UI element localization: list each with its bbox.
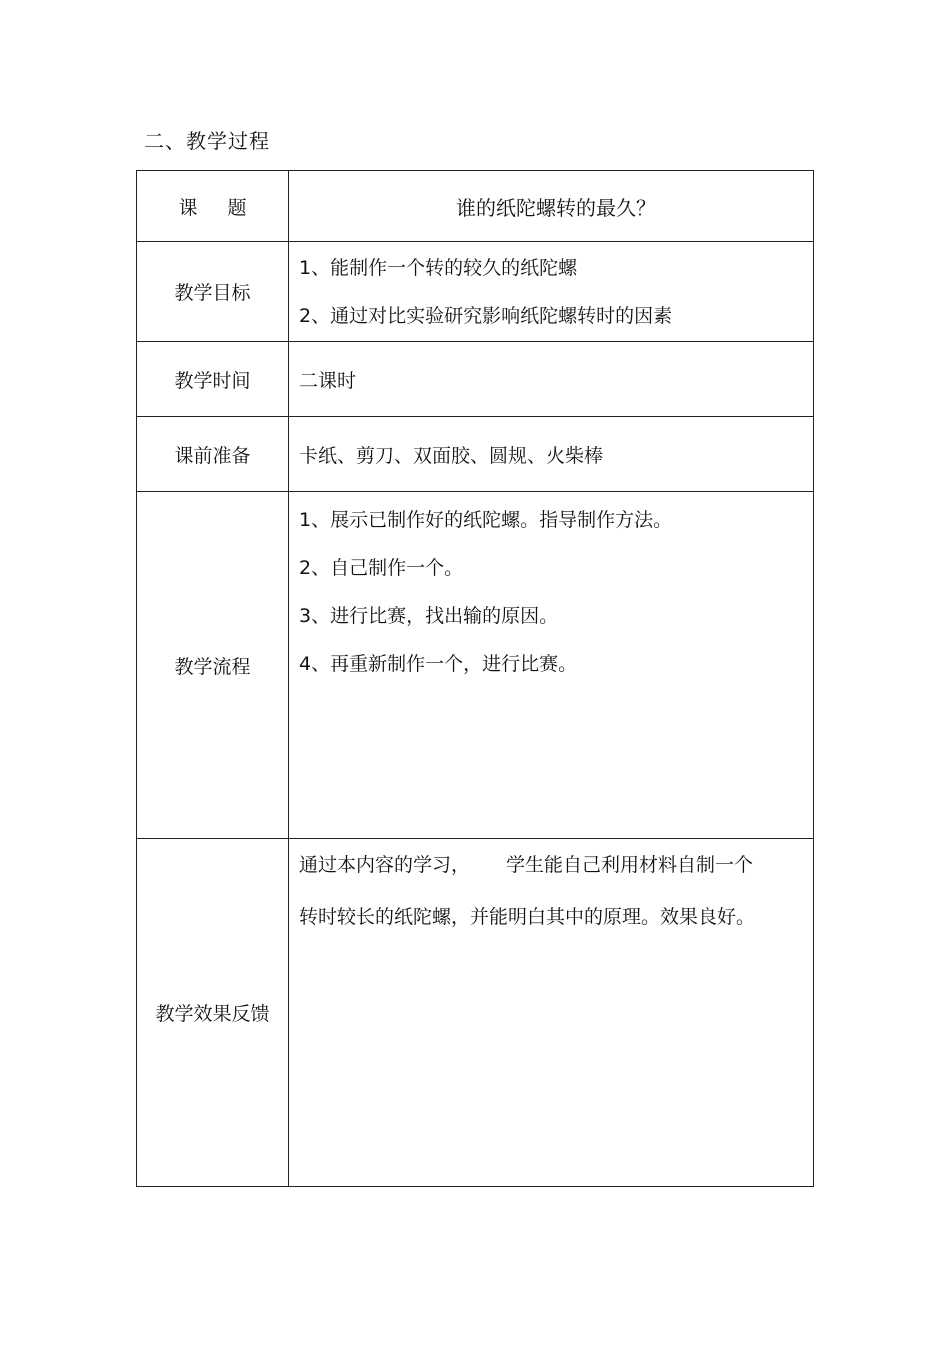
topic-value: 谁的纸陀螺转的最久？ [289, 171, 814, 242]
flow-item: 2、自己制作一个。 [299, 557, 464, 579]
flow-item: 4、再重新制作一个，进行比赛。 [299, 653, 578, 675]
flow-item: 3、进行比赛，找出输的原因。 [299, 605, 559, 627]
feedback-text-part2: 学生能自己利用材料自制一个转时较长的纸陀螺，并能明白其中的原理。效果良好。 [299, 854, 756, 928]
label-topic [137, 171, 289, 242]
flow-content [289, 492, 814, 839]
topic-label-text: 课题 [178, 196, 277, 219]
label-prep: 课前准备 [137, 417, 289, 492]
prep-value: 卡纸、剪刀、双面胶、圆规、火柴棒 [289, 417, 814, 492]
table-row-flow [137, 492, 814, 839]
flow-item: 1、展示已制作好的纸陀螺。指导制作方法。 [299, 509, 673, 531]
label-time: 教学时间 [137, 342, 289, 417]
time-value: 二课时 [289, 342, 814, 417]
feedback-content [289, 839, 814, 1187]
feedback-text-part1: 通过本内容的学习， [299, 854, 471, 876]
goal-item: 1、能制作一个转的较久的纸陀螺 [299, 256, 578, 279]
label-feedback: 教学效果反馈 [137, 839, 289, 1187]
table-row-prep [137, 417, 814, 492]
section-heading: 二、教学过程 [144, 129, 270, 153]
table-row-feedback [137, 839, 814, 1187]
feedback-text [299, 839, 769, 943]
label-goals: 教学目标 [137, 242, 289, 342]
label-flow: 教学流程 [137, 492, 289, 839]
table-row-time [137, 342, 814, 417]
goal-item: 2、通过对比实验研究影响纸陀螺转时的因素 [299, 304, 673, 327]
goals-content [289, 242, 814, 342]
table-row-topic [137, 171, 814, 242]
table-row-goals [137, 242, 814, 342]
lesson-plan-table [136, 170, 814, 1187]
